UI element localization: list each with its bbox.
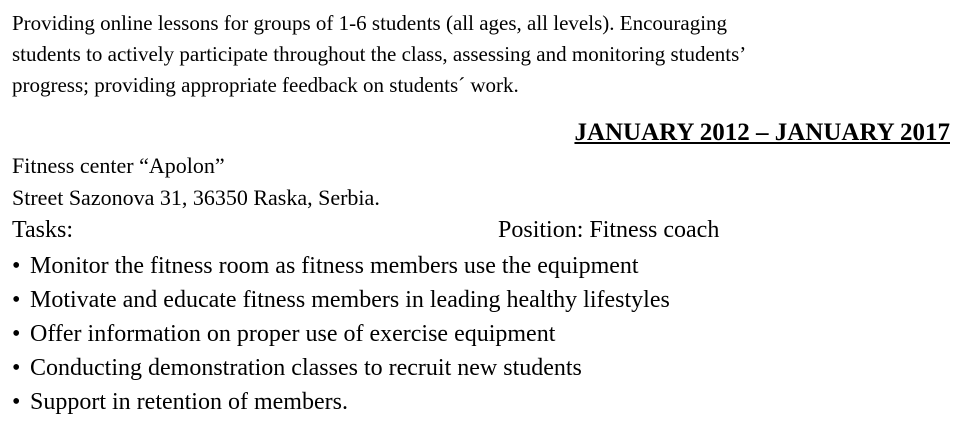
bullet-icon: • [12,389,21,415]
bullet-icon: • [12,355,21,381]
list-item [12,351,670,385]
task-list [12,249,670,419]
task-text: Offer information on proper use of exercise equipment [30,321,556,347]
bullet-icon: • [12,321,21,347]
list-item [12,385,670,419]
intro-paragraph [12,8,962,101]
position-title: Position: Fitness coach [498,217,720,243]
intro-line: Providing online lessons for groups of 1-6 students (all ages, all levels). Encouraging [12,11,728,35]
intro-line: students to actively participate throughout the class, assessing and monitoring students’ [12,42,747,66]
employer-block [12,150,380,214]
bullet-icon: • [12,253,21,279]
list-item [12,283,670,317]
intro-line: progress; providing appropriate feedback on students´ work. [12,73,519,97]
list-item [12,317,670,351]
task-text: Monitor the fitness room as fitness members use the equipment [30,253,639,279]
task-text: Support in retention of members. [30,389,348,415]
employer-name: Fitness center “Apolon” [12,153,225,178]
tasks-label: Tasks: [12,217,73,243]
task-text: Conducting demonstration classes to recruit new students [30,355,582,381]
employer-address: Street Sazonova 31, 36350 Raska, Serbia. [12,185,380,210]
list-item [12,249,670,283]
bullet-icon: • [12,287,21,313]
job-date-range: JANUARY 2012 – JANUARY 2017 [574,119,950,146]
task-text: Motivate and educate fitness members in leading healthy lifestyles [30,287,670,313]
